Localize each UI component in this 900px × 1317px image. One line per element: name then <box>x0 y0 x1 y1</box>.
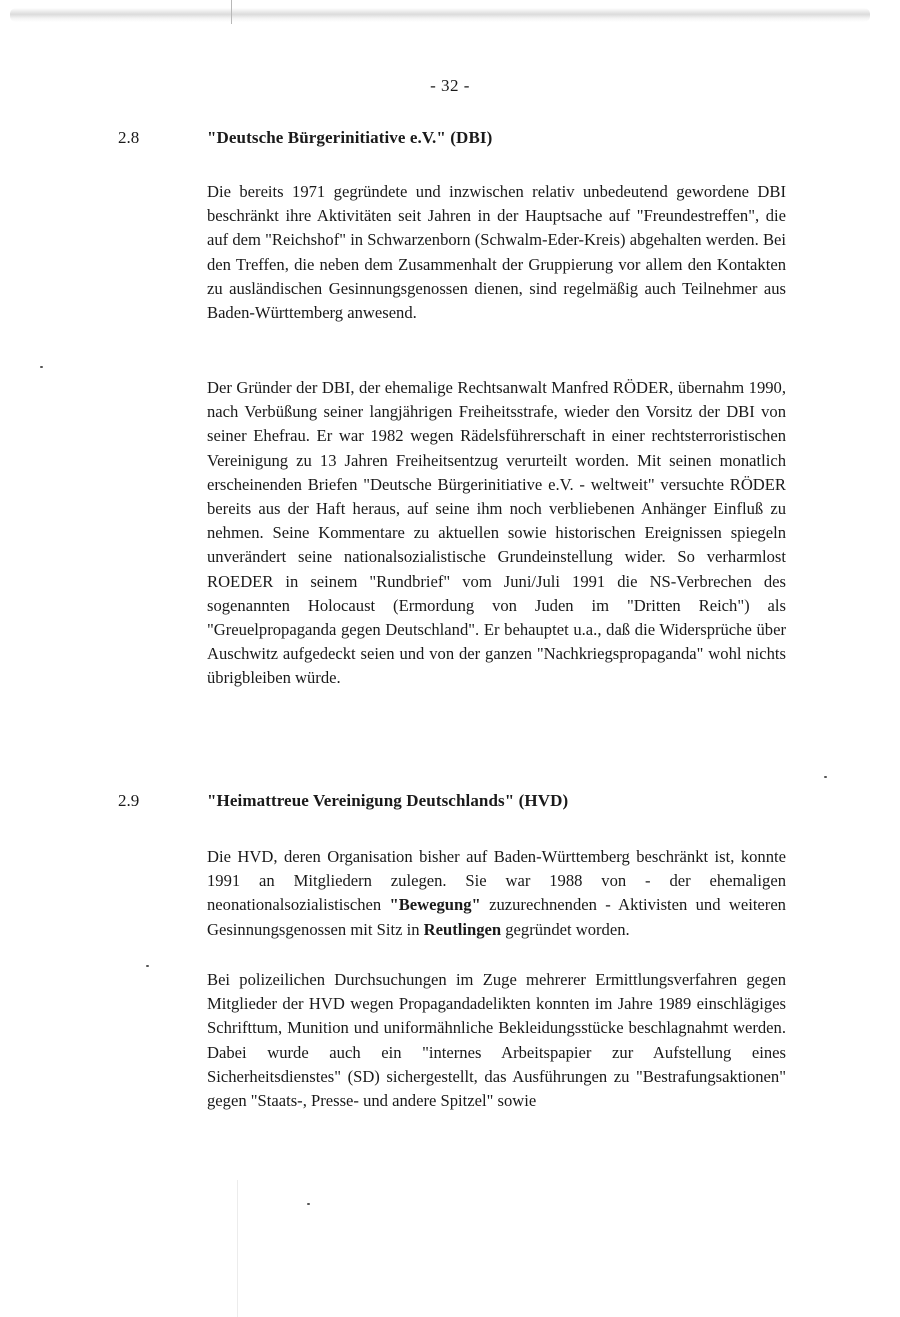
section-title: "Deutsche Bürgerinitiative e.V." (DBI) <box>207 128 493 147</box>
text-run: zuzurechnenden - Aktivisten und weiteren Gesinnungsgenossen mit Sitz in <box>207 895 786 939</box>
scan-speck <box>40 366 43 368</box>
section-number: 2.8 <box>118 128 140 147</box>
bold-term: Reutlingen <box>423 919 502 939</box>
scan-artifact-tick <box>231 0 232 24</box>
paragraph <box>207 845 786 942</box>
paragraph: Bei polizeilichen Durchsuchungen im Zuge mehrerer Ermittlungsverfahren gegen Mitglieder der HVD wegen Propagandadelikten konnten im Jahre 1989 einschlägiges Schrifttum, Munition und uniformähnliche Bekleidungsstücke beschlagnahmt werden. Dabei wurde auch ein "internes Arbeitspapier zur Aufstellung eines Sicherheitsdienstes" (SD) sichergestellt, das Ausführungen zu "Bestrafungsaktionen" gegen "Staats-, Presse- und andere Spitzel" sowie <box>207 970 786 1111</box>
page-number: - 32 - <box>430 76 470 95</box>
paragraph: Der Gründer der DBI, der ehemalige Rechtsanwalt Manfred RÖDER, übernahm 1990, nach Verbüßung seiner langjährigen Freiheitsstrafe, wieder den Vorsitz der DBI von seiner Ehefrau. Er war 1982 wegen Rädelsführerschaft in einer rechtsterroristischen Vereinigung zu 13 Jahren Freiheitsentzug verurteilt worden. Mit seinen monatlich erscheinenden Briefen "Deutsche Bürgerinitiative e.V. - weltweit" versuchte RÖDER bereits aus der Haft heraus, auf seine ihm noch verbliebenen Anhänger Einfluß zu nehmen. Seine Kommentare zu aktuellen sowie historischen Ereignissen spiegeln unverändert seine nationalsozialistische Grundeinstellung wider. So verharmlost ROEDER in seinem "Rundbrief" vom Juni/Juli 1991 die NS-Verbrechen des sogenannten Holocaust (Ermordung von Juden im "Dritten Reich") als "Greuelpropaganda gegen Deutschland". Er behauptet u.a., daß die Widersprüche über Auschwitz aufgedeckt seien und von der ganzen "Nachkriegspropaganda" wohl nichts übrigbleiben würde. <box>207 378 786 688</box>
scan-artifact-line <box>237 1180 238 1317</box>
scan-speck <box>146 965 149 967</box>
section-title: "Heimattreue Vereinigung Deutschlands" (HVD) <box>207 791 569 810</box>
text-run: gegründet worden. <box>501 919 630 939</box>
scan-edge-shadow <box>10 8 870 22</box>
bold-term: "Bewegung" <box>389 895 481 915</box>
paragraph: Die bereits 1971 gegründete und inzwischen relativ unbedeutend gewordene DBI beschränkt ihre Aktivitäten seit Jahren in der Hauptsache auf "Freundestreffen", die auf dem "Reichshof" in Schwarzenborn (Schwalm-Eder-Kreis) abgehalten werden. Bei den Treffen, die neben dem Zusammenhalt der Gruppierung vor allem den Kontakten zu ausländischen Gesinnungsgenossen dienen, sind regelmäßig auch Teilnehmer aus Baden-Württemberg anwesend. <box>207 182 786 323</box>
scan-speck <box>824 776 827 778</box>
scan-speck <box>307 1203 310 1205</box>
section-number: 2.9 <box>118 791 140 810</box>
text-run: Die HVD, deren Organisation bisher auf Baden-Württemberg beschränkt ist, konnte 1991 an Mitgliedern zulegen. Sie war 1988 von - der ehemaligen neonationalsozialistischen <box>207 847 786 915</box>
